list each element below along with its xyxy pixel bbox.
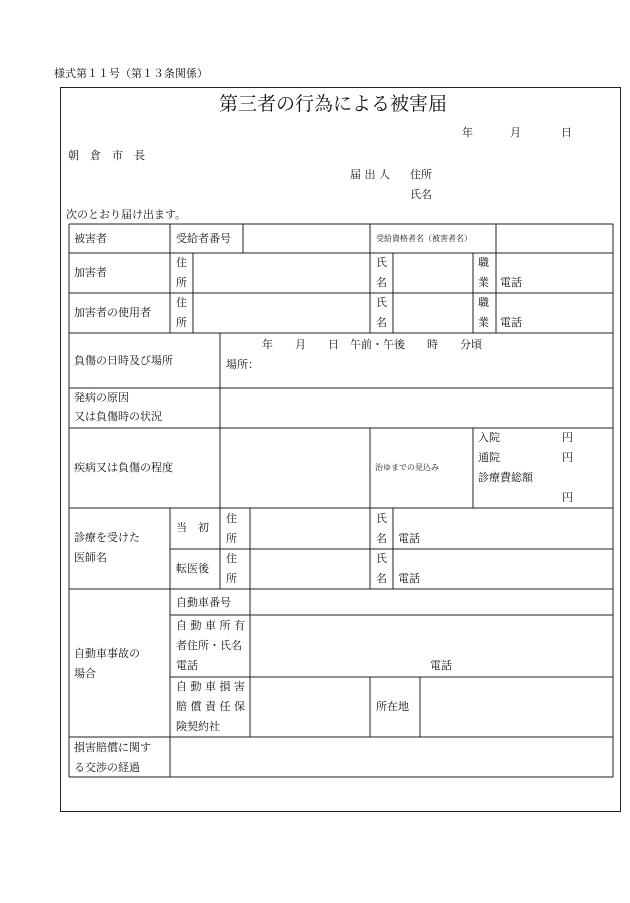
form-frame [60,87,621,812]
doctor-transfer-phone-label: 電話 [398,572,420,585]
doctor-transfer-address-sho: 所 [226,572,237,585]
doctor-initial-label: 当 初 [176,521,209,534]
doctor-initial-name-mei: 名 [376,532,387,545]
doctor-initial-name-shi: 氏 [376,512,387,525]
doctor-label-line1: 診療を受けた [74,531,140,544]
intro-text: 次のとおり届け出ます。 [66,208,187,221]
qualified-person-label: 受給資格者名（被害者名） [376,234,472,243]
doctor-label-line2: 医師名 [74,551,107,564]
perpetrator-address-ju: 住 [176,256,187,269]
inpatient-yen: 円 [562,431,573,444]
employer-label: 加害者の使用者 [74,306,151,319]
employer-name-mei: 名 [376,316,387,329]
degree-label: 疾病又は負傷の程度 [74,461,173,474]
healing-outlook-label: 治ゆまでの見込み [375,463,439,472]
outpatient-yen: 円 [562,451,573,464]
car-insurer-label-line3: 険契約社 [176,720,220,733]
inpatient-label: 入院 [478,431,500,444]
car-owner-label-line1: 自 動 車 所 有 [176,619,245,632]
doctor-initial-address-ju: 住 [226,512,237,525]
employer-name-shi: 氏 [376,296,387,309]
perpetrator-job-shoku: 職 [478,256,489,269]
doctor-initial-phone-label: 電話 [398,532,420,545]
perpetrator-label: 加害者 [74,266,107,279]
negotiation-label-line1: 損害賠償に関す [74,741,151,754]
employer-job-shoku: 職 [478,296,489,309]
employer-address-sho: 所 [176,316,187,329]
notifier-address-label: 住所 [410,168,432,181]
car-insurer-label-line2: 賠 償 責 任 保 [176,700,245,713]
notifier-name-label: 氏名 [410,188,432,201]
car-insurer-label-line1: 自 動 車 損 害 [176,680,245,693]
date-month-label: 月 [510,126,521,139]
employer-phone-label: 電話 [500,316,522,329]
doctor-transfer-address-ju: 住 [226,552,237,565]
doctor-transfer-name-mei: 名 [376,572,387,585]
outpatient-label: 通院 [478,451,500,464]
perpetrator-address-sho: 所 [176,276,187,289]
form-title: 第三者の行為による被害届 [219,93,448,115]
negotiation-label-line2: る交渉の経過 [74,761,140,774]
medical-total-label: 診療費総額 [478,471,533,484]
injury-place-label: 場所： [226,358,259,371]
car-accident-label-line1: 自動車事故の [74,647,140,660]
injury-time-label: 負傷の日時及び場所 [74,354,173,367]
notifier-label: 届 出 人 [350,168,390,181]
employer-job-gyo: 業 [478,316,489,329]
perpetrator-name-mei: 名 [376,276,387,289]
car-owner-label-line3: 電話 [176,659,198,672]
date-day-label: 日 [561,126,572,139]
injury-date-line: 年 月 日 午前・午後 時 分頃 [262,338,482,351]
date-year-label: 年 [462,126,473,139]
perpetrator-phone-label: 電話 [500,276,522,289]
perpetrator-job-gyo: 業 [478,276,489,289]
car-owner-label-line2: 者住所・氏名 [176,639,242,652]
addressee: 朝 倉 市 長 [68,149,145,162]
car-number-label: 自動車番号 [176,596,231,609]
recipient-number-label: 受給者番号 [176,232,231,245]
medical-total-yen: 円 [562,491,573,504]
car-owner-phone-label: 電話 [430,659,452,672]
car-insurer-location-label: 所在地 [376,700,409,713]
car-accident-label-line2: 場合 [74,667,96,680]
employer-address-ju: 住 [176,296,187,309]
cause-label-line1: 発病の原因 [74,391,129,404]
doctor-transfer-label: 転医後 [176,562,209,575]
perpetrator-name-shi: 氏 [376,256,387,269]
doctor-transfer-name-shi: 氏 [376,552,387,565]
form-reference: 様式第１１号（第１３条関係） [54,67,208,80]
victim-label: 被害者 [74,232,107,245]
doctor-initial-address-sho: 所 [226,532,237,545]
cause-label-line2: 又は負傷時の状況 [74,410,162,423]
